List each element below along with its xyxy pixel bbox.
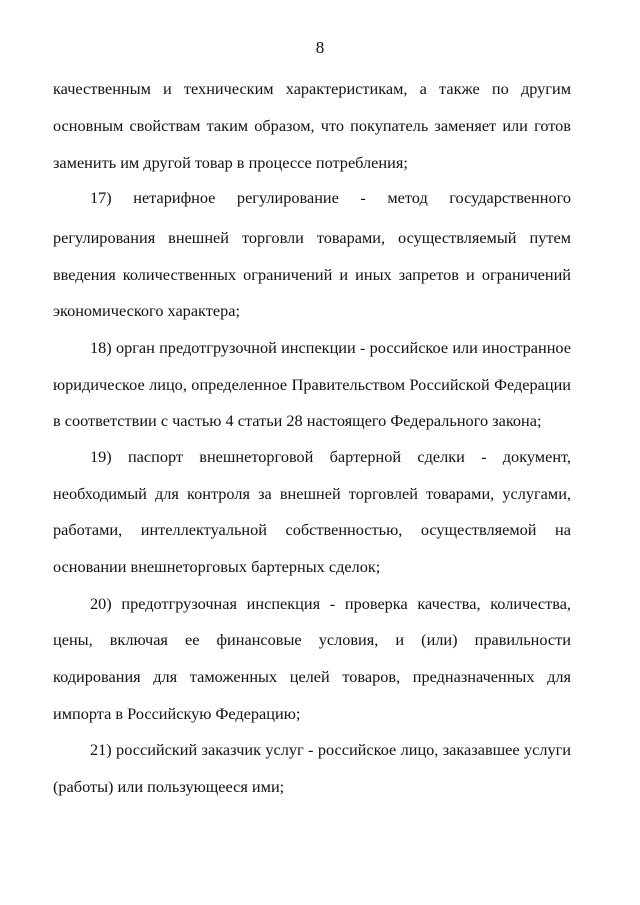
text-line: в соответствии с частью 4 статьи 28 настоящего Федерального закона; [53, 411, 542, 430]
text-line: экономического характера; [53, 301, 240, 320]
text-line: цены, включая ее финансовые условия, и (или) правильности [53, 630, 571, 649]
text-line: основным свойствам таким образом, что покупатель заменяет или готов [53, 116, 571, 135]
page-number: 8 [315, 38, 325, 57]
text-line: 20) предотгрузочная инспекция - проверка качества, количества, [90, 594, 571, 613]
text-line: основании внешнеторговых бартерных сделок; [53, 557, 381, 576]
text-line: кодирования для таможенных целей товаров, предназначенных для [53, 667, 571, 686]
text-line: введения количественных ограничений и иных запретов и ограничений [53, 265, 571, 284]
text-line: заменить им другой товар в процессе потребления; [53, 153, 408, 172]
text-line: необходимый для контроля за внешней торговлей товарами, услугами, [53, 484, 571, 503]
text-line: 21) российский заказчик услуг - российское лицо, заказавшее услуги [90, 740, 571, 759]
text-line: работами, интеллектуальной собственностью, осуществляемой на [53, 520, 571, 539]
text-line: 19) паспорт внешнеторговой бартерной сделки - документ, [90, 447, 571, 466]
text-line: юридическое лицо, определенное Правительством Российской Федерации [53, 375, 571, 394]
text-line: качественным и техническим характеристикам, а также по другим [53, 79, 571, 98]
text-line: регулирования внешней торговли товарами, осуществляемый путем [53, 228, 571, 247]
text-line: 17) нетарифное регулирование - метод государственного [90, 188, 571, 207]
text-line: (работы) или пользующееся ими; [53, 777, 285, 796]
text-line: 18) орган предотгрузочной инспекции - российское или иностранное [90, 338, 571, 357]
text-line: импорта в Российскую Федерацию; [53, 704, 301, 723]
